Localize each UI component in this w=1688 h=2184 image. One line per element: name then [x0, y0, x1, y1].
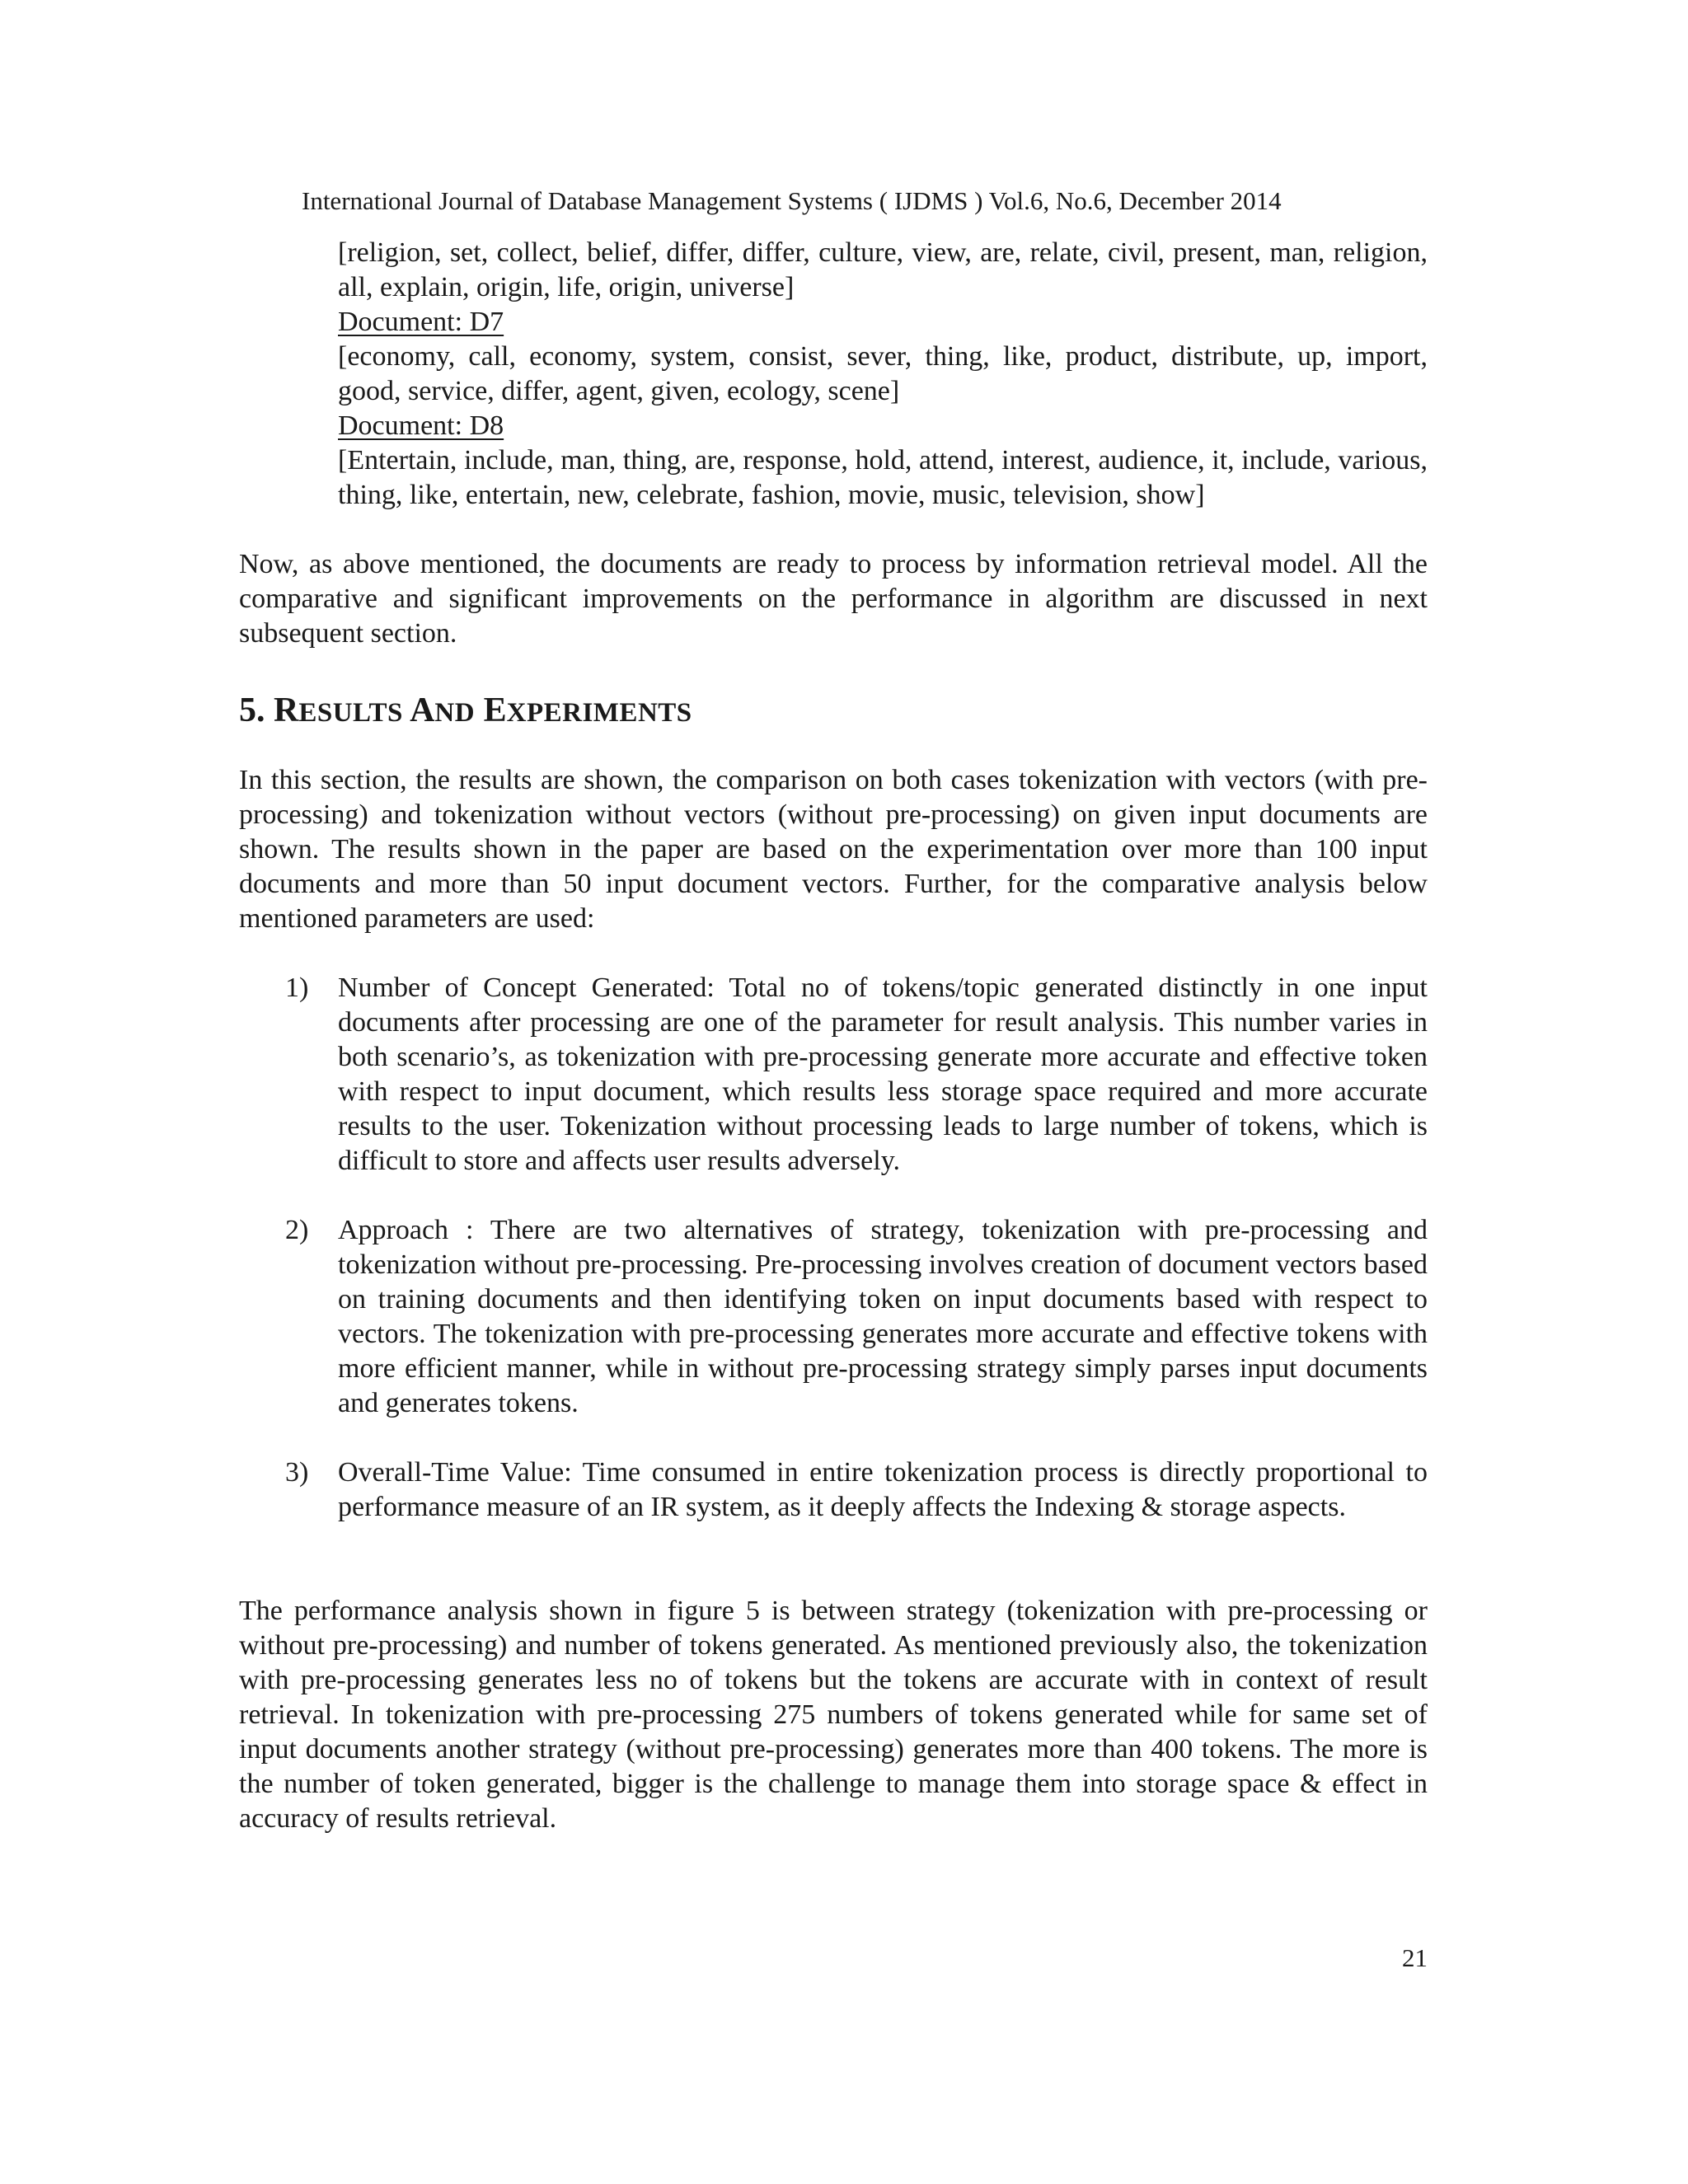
document-tokens: [economy, call, economy, system, consist, sever, thing, like, product, distribute, up, import, good, service, differ, agent, given, ecology, scene]: [338, 341, 1428, 406]
list-item-text: Approach : There are two alternatives of strategy, tokenization with pre-processing and tokenization without pre-processing. Pre-processing involves creation of document vectors based on training documents and then identifying token on input documents based with respect to vectors. The tokenization with pre-processing generates more accurate and effective tokens with more efficient manner, while in without pre-processing strategy simply parses input documents and generates tokens.: [338, 1215, 1428, 1418]
section-number: 5.: [239, 691, 265, 729]
page-number: 21: [1402, 1943, 1428, 1972]
list-item-number: 1): [285, 972, 309, 1003]
section-title-letter: A: [410, 691, 435, 729]
document-label-d7: Document: D7: [338, 307, 504, 337]
section-paragraph: In this section, the results are shown, the comparison on both cases tokenization with vectors (with pre-processing) and tokenization without vectors (without pre-processing) on given input documents are shown. The results shown in the paper are based on the experimentation over more than 100 input documents and more than 50 input document vectors. Further, for the comparative analysis below mentioned parameters are used:: [239, 765, 1428, 934]
section-title-letter: E: [483, 691, 507, 729]
list-item-number: 2): [285, 1215, 309, 1245]
section-paragraph-block: [239, 763, 1428, 936]
list-item: [285, 1455, 1428, 1525]
document-label-d8: Document: D8: [338, 410, 504, 441]
intro-paragraph-block: [239, 547, 1428, 651]
closing-paragraph-block: [239, 1594, 1428, 1836]
list-item-text: Number of Concept Generated: Total no of tokens/topic generated distinctly in one input documents after processing are one of the parameter for result analysis. This number varies in both scenario’s, as tokenization with pre-processing generate more accurate and effective token with respect to input document, which results less storage space required and more accurate results to the user. Tokenization without processing leads to large number of tokens, which is difficult to store and affects user results adversely.: [338, 972, 1428, 1176]
list-item-text: Overall-Time Value: Time consumed in entire tokenization process is directly proportional to performance measure of an IR system, as it deeply affects the Indexing & storage aspects.: [338, 1457, 1428, 1522]
section-title-letter: R: [274, 691, 299, 729]
section-heading: [239, 689, 692, 734]
list-item: [285, 971, 1428, 1179]
section-title-rest: ESULTS: [298, 698, 403, 728]
document-tokens: [Entertain, include, man, thing, are, response, hold, attend, interest, audience, it, include, various, thing, like, entertain, new, celebrate, fashion, movie, music, television, show]: [338, 445, 1428, 510]
document-vector-list: [338, 236, 1428, 513]
section-title-rest: ND: [434, 698, 476, 728]
running-header: International Journal of Database Management Systems ( IJDMS ) Vol.6, No.6, December 2014: [302, 186, 1282, 215]
parameter-list: [285, 971, 1428, 1559]
list-item-number: 3): [285, 1457, 309, 1488]
list-item: [285, 1213, 1428, 1421]
intro-paragraph: Now, as above mentioned, the documents are ready to process by information retrieval model. All the comparative and significant improvements on the performance in algorithm are discussed in next subsequent section.: [239, 549, 1428, 649]
document-tokens: [religion, set, collect, belief, differ, differ, culture, view, are, relate, civil, present, man, religion, all, explain, origin, life, origin, universe]: [338, 237, 1428, 302]
section-title-rest: XPERIMENTS: [506, 698, 692, 728]
closing-paragraph: The performance analysis shown in figure 5 is between strategy (tokenization with pre-processing or without pre-processing) and number of tokens generated. As mentioned previously also, the tokenization with pre-processing generates less no of tokens but the tokens are accurate with in context of result retrieval. In tokenization with pre-processing 275 numbers of tokens generated while for same set of input documents another strategy (without pre-processing) generates more than 400 tokens. The more is the number of token generated, bigger is the challenge to manage them into storage space & effect in accuracy of results retrieval.: [239, 1596, 1428, 1834]
